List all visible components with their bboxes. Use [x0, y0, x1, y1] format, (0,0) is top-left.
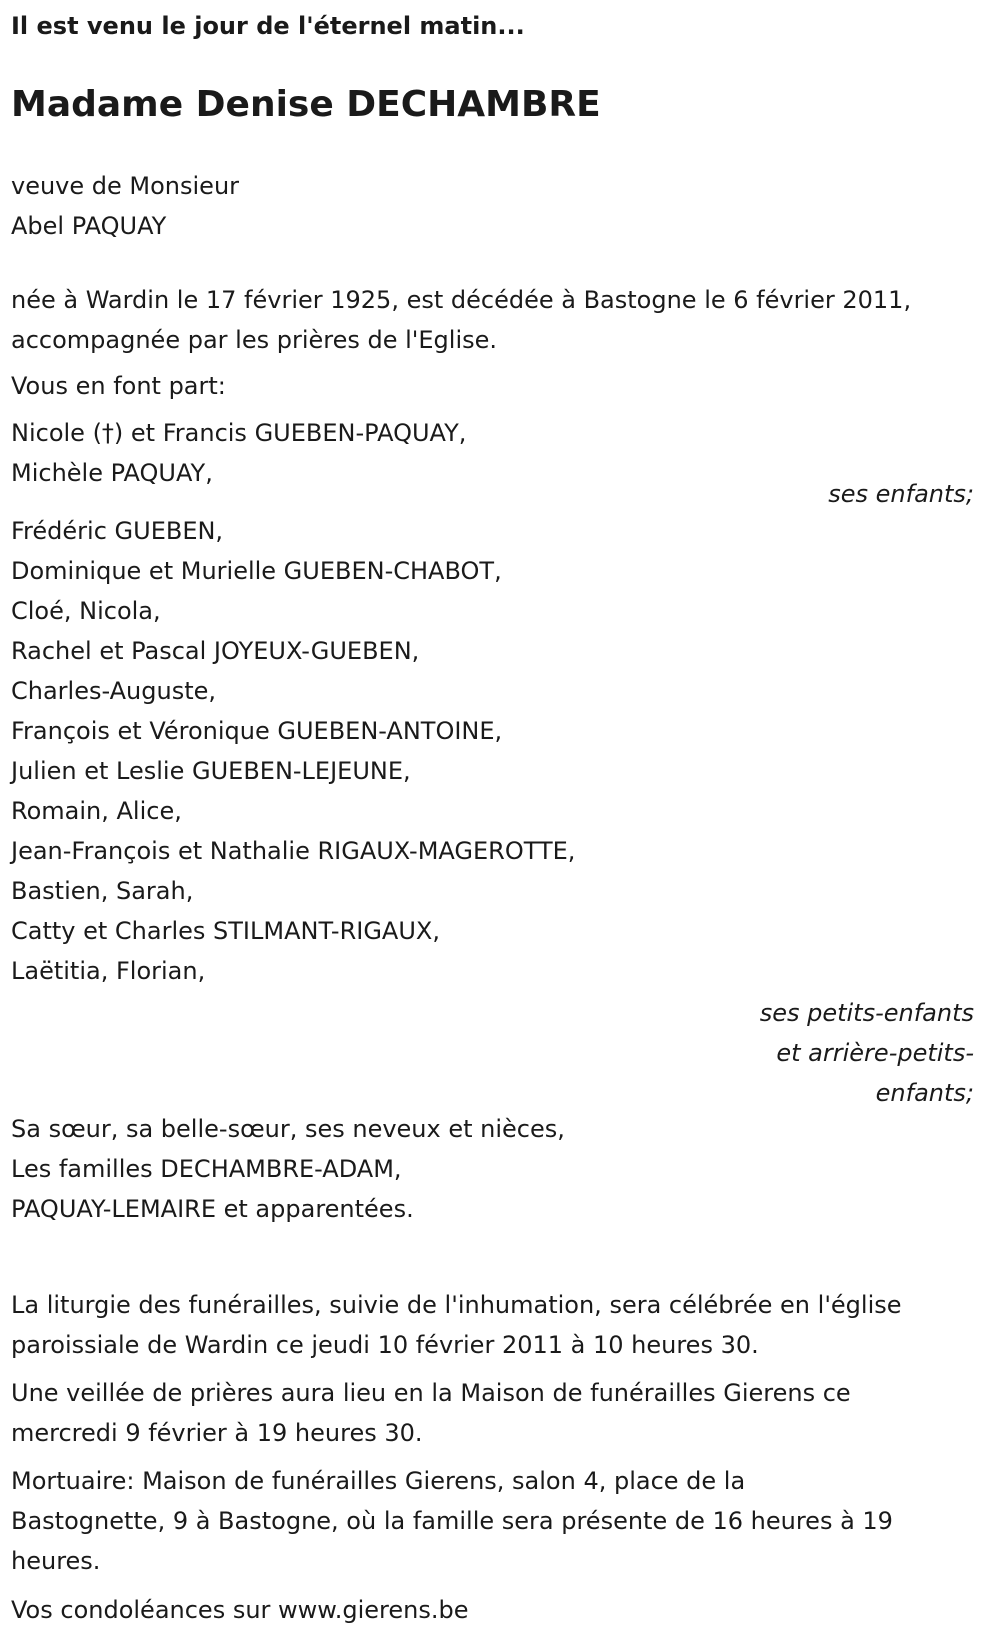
grandchild-entry: François et Véronique GUEBEN-ANTOINE,	[11, 717, 503, 745]
condolences-line: Vos condoléances sur www.gierens.be	[11, 1596, 469, 1624]
spouse-name: Abel PAQUAY	[11, 212, 167, 240]
vigil-line: mercredi 9 février à 19 heures 30.	[11, 1419, 423, 1447]
child-entry: Nicole (†) et Francis GUEBEN-PAQUAY,	[11, 419, 467, 447]
family-line: PAQUAY-LEMAIRE et apparentées.	[11, 1195, 414, 1223]
mortuary-line: Mortuaire: Maison de funérailles Gierens, salon 4, place de la	[11, 1467, 746, 1495]
grandchild-entry: Catty et Charles STILMANT-RIGAUX,	[11, 917, 440, 945]
grandchild-entry: Frédéric GUEBEN,	[11, 517, 224, 545]
birth-death-block	[11, 280, 911, 360]
grandchild-entry: Laëtitia, Florian,	[11, 957, 206, 985]
birth-death-line: née à Wardin le 17 février 1925, est décédée à Bastogne le 6 février 2011,	[11, 286, 912, 314]
vigil-line: Une veillée de prières aura lieu en la Maison de funérailles Gierens ce	[11, 1379, 851, 1407]
grandchild-entry: Bastien, Sarah,	[11, 877, 194, 905]
funeral-line: paroissiale de Wardin ce jeudi 10 février 2011 à 10 heures 30.	[11, 1331, 759, 1359]
mortuary-line: heures.	[11, 1547, 101, 1575]
grandchildren-relation-line: et arrière-petits-	[776, 1039, 974, 1067]
mortuary-paragraph	[11, 1461, 986, 1581]
grandchild-entry: Charles-Auguste,	[11, 677, 216, 705]
children-list	[11, 413, 466, 493]
grandchild-entry: Jean-François et Nathalie RIGAUX-MAGEROTTE,	[11, 837, 576, 865]
grandchildren-list	[11, 511, 575, 991]
grandchildren-relation	[760, 993, 974, 1113]
children-relation: ses enfants;	[828, 480, 974, 508]
birth-death-line: accompagnée par les prières de l'Eglise.	[11, 326, 498, 354]
family-block	[11, 1109, 565, 1229]
family-line: Les familles DECHAMBRE-ADAM,	[11, 1155, 402, 1183]
grandchild-entry: Romain, Alice,	[11, 797, 182, 825]
announce-text: Vous en font part:	[11, 372, 226, 400]
grandchild-entry: Dominique et Murielle GUEBEN-CHABOT,	[11, 557, 502, 585]
deceased-name: Madame Denise DECHAMBRE	[11, 84, 601, 125]
funeral-paragraph	[11, 1285, 986, 1365]
vigil-paragraph	[11, 1373, 986, 1453]
mortuary-line: Bastognette, 9 à Bastogne, où la famille sera présente de 16 heures à 19	[11, 1507, 893, 1535]
spouse-line: veuve de Monsieur	[11, 172, 240, 200]
grandchildren-relation-line: ses petits-enfants	[759, 999, 974, 1027]
grandchildren-relation-line: enfants;	[875, 1079, 974, 1107]
epigraph: Il est venu le jour de l'éternel matin...	[11, 12, 525, 40]
funeral-line: La liturgie des funérailles, suivie de l'inhumation, sera célébrée en l'église	[11, 1291, 902, 1319]
spouse-block	[11, 166, 239, 246]
grandchild-entry: Cloé, Nicola,	[11, 597, 161, 625]
family-line: Sa sœur, sa belle-sœur, ses neveux et nièces,	[11, 1115, 565, 1143]
grandchild-entry: Julien et Leslie GUEBEN-LEJEUNE,	[11, 757, 411, 785]
child-entry: Michèle PAQUAY,	[11, 459, 213, 487]
grandchild-entry: Rachel et Pascal JOYEUX-GUEBEN,	[11, 637, 420, 665]
